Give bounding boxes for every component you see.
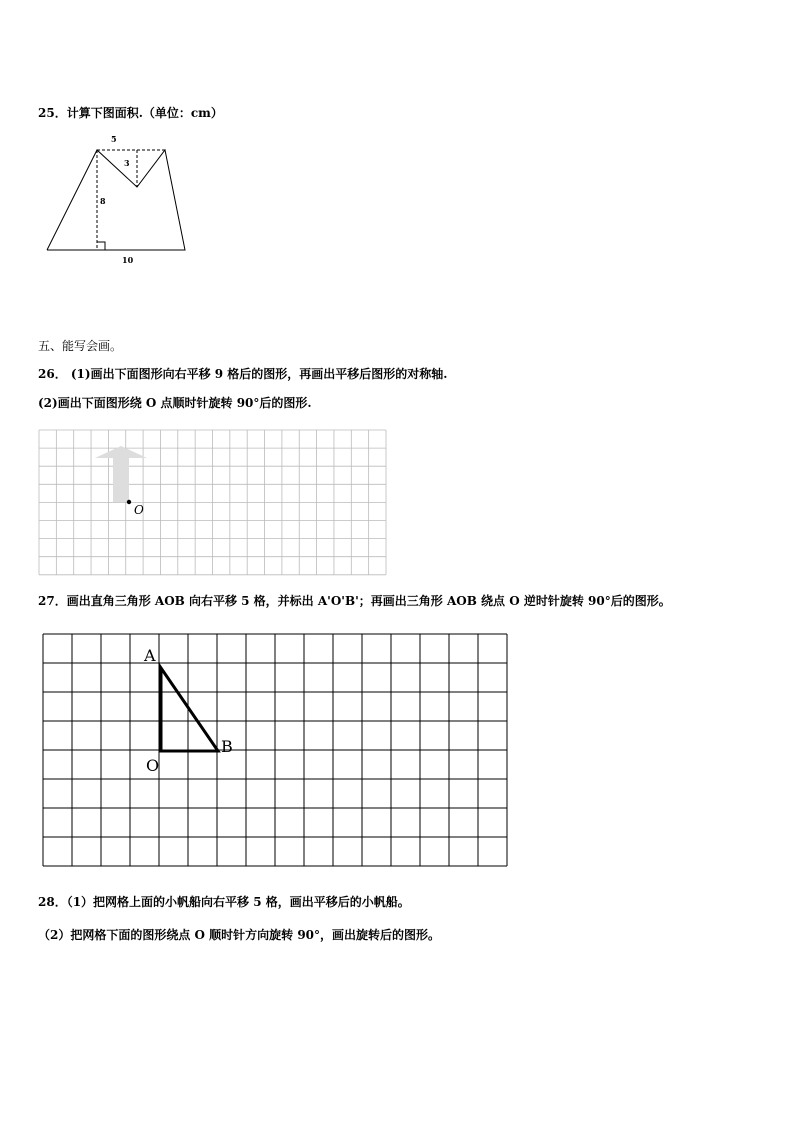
- q27-grid: [43, 634, 507, 866]
- q26-grid: [39, 430, 386, 575]
- label-notch: 3: [124, 158, 130, 168]
- right-angle-marker: [97, 242, 105, 250]
- trapezoid-outline: [47, 150, 185, 250]
- point-o-label: O: [134, 503, 144, 517]
- label-bottom: 10: [122, 255, 134, 265]
- arrow-shape: [95, 446, 147, 502]
- q28-line1: 28．（1）把网格上面的小帆船向右平移 5 格，画出平移后的小帆船。: [38, 895, 410, 909]
- label-o: O: [146, 756, 160, 775]
- label-height: 8: [100, 196, 106, 206]
- triangle-aob: [161, 668, 218, 751]
- label-b: B: [221, 737, 233, 756]
- q28-line2: （2）把网格下面的图形绕点 O 顺时针方向旋转 90°，画出旋转后的图形。: [38, 928, 441, 942]
- section-title: 五、能写会画。: [38, 339, 123, 353]
- q27-text: 27．画出直角三角形 AOB 向右平移 5 格，并标出 A'O'B'；再画出三角形 AOB 绕点 O 逆时针旋转 90°后的图形。: [38, 594, 671, 608]
- label-a: A: [144, 646, 156, 665]
- q26-line1: 26． (1)画出下面图形向右平移 9 格后的图形，再画出平移后图形的对称轴.: [38, 367, 448, 381]
- q25-trapezoid-figure: [40, 130, 200, 270]
- q27-grid-figure: [40, 633, 512, 871]
- label-top: 5: [111, 134, 117, 144]
- q26-grid-figure: [38, 429, 388, 577]
- q26-line2: (2)画出下面图形绕 O 点顺时针旋转 90°后的图形.: [38, 396, 312, 410]
- q25-text: 25．计算下图面积.（单位：cm）: [38, 106, 223, 120]
- point-o: [127, 500, 131, 504]
